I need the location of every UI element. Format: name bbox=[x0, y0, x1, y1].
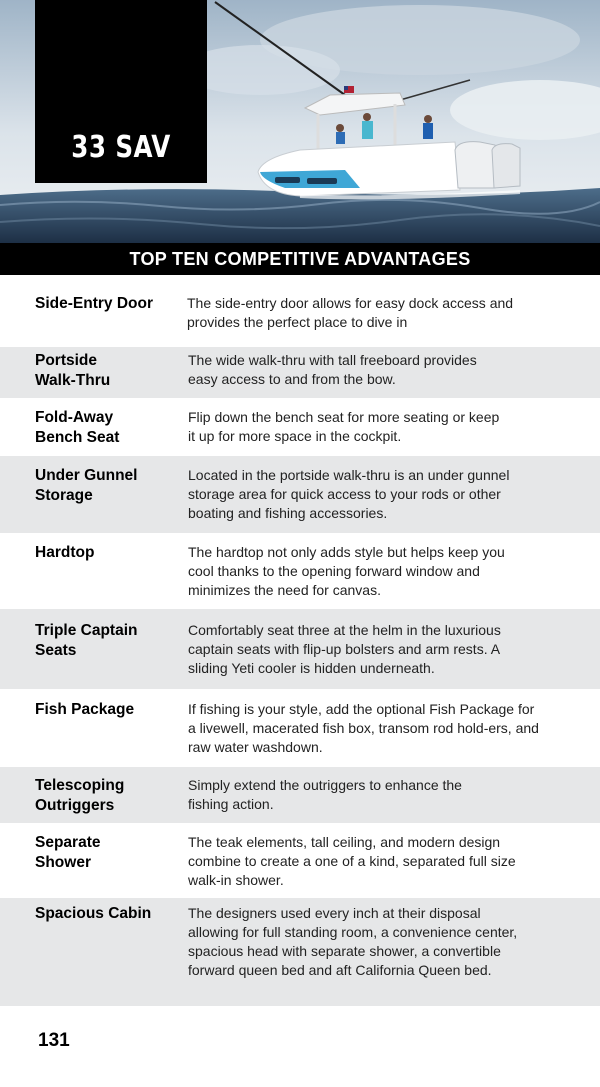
hero-photo bbox=[0, 0, 600, 243]
feature-name: Telescoping Outriggers bbox=[35, 777, 125, 814]
advantage-row bbox=[0, 398, 600, 456]
feature-name: Separate Shower bbox=[35, 834, 101, 871]
feature-description: The wide walk-thru with tall freeboard provides easy access to and from the bow. bbox=[188, 352, 477, 387]
feature-description: The side-entry door allows for easy dock access and provides the perfect place to dive in bbox=[187, 295, 514, 330]
advantage-row bbox=[0, 533, 600, 609]
advantage-row bbox=[0, 347, 600, 398]
feature-description: The designers used every inch at their disposal allowing for full standing room, a convenience center, spacious head with separate shower, a convertible forward queen bed and aft California Queen bed. bbox=[188, 905, 518, 978]
advantage-row bbox=[0, 898, 600, 1006]
feature-name: Under Gunnel Storage bbox=[35, 467, 138, 504]
feature-description: Simply extend the outriggers to enhance the fishing action. bbox=[188, 777, 462, 812]
advantages-table bbox=[0, 287, 600, 1006]
feature-description: Located in the portside walk-thru is an under gunnel storage area for quick access to your rods or other boating and fishing accessories. bbox=[188, 467, 510, 521]
feature-name: Hardtop bbox=[35, 544, 95, 561]
advantage-row bbox=[0, 823, 600, 898]
advantage-row bbox=[0, 609, 600, 689]
model-title: 33 SAV bbox=[71, 130, 171, 165]
feature-description: The teak elements, tall ceiling, and modern design combine to create a one of a kind, separated full size walk-in shower. bbox=[188, 834, 516, 888]
advantage-row bbox=[0, 689, 600, 767]
feature-name: Fish Package bbox=[35, 701, 135, 718]
feature-name: Spacious Cabin bbox=[35, 905, 152, 922]
model-title-box bbox=[35, 0, 207, 183]
page-number: 131 bbox=[38, 1030, 70, 1051]
advantage-row bbox=[0, 287, 600, 347]
advantage-row bbox=[0, 456, 600, 533]
feature-description: If fishing is your style, add the optional Fish Package for a livewell, macerated fish box, transom rod hold-ers, and raw water washdown. bbox=[188, 701, 539, 755]
feature-description: Flip down the bench seat for more seating or keep it up for more space in the cockpit. bbox=[188, 409, 500, 444]
feature-name: Side-Entry Door bbox=[35, 295, 153, 312]
feature-name: Fold-Away Bench Seat bbox=[35, 409, 120, 446]
feature-description: Comfortably seat three at the helm in the luxurious captain seats with flip-up bolsters and arm rests. A sliding Yeti cooler is hidden underneath. bbox=[188, 622, 501, 676]
feature-name: Portside Walk-Thru bbox=[35, 352, 111, 389]
section-banner: TOP TEN COMPETITIVE ADVANTAGES bbox=[0, 243, 600, 275]
advantage-row bbox=[0, 767, 600, 823]
feature-description: The hardtop not only adds style but helps keep you cool thanks to the opening forward window and minimizes the need for canvas. bbox=[188, 544, 505, 598]
feature-name: Triple Captain Seats bbox=[35, 622, 138, 659]
